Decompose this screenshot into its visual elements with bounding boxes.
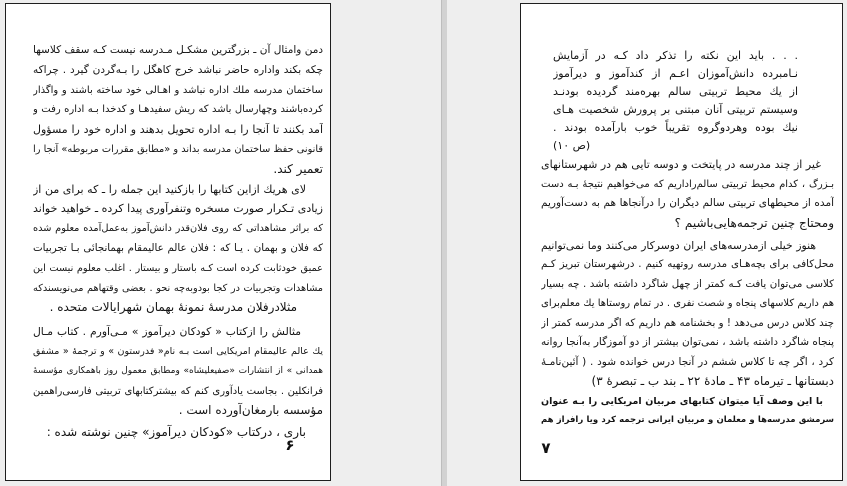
page-text: [541, 155, 834, 431]
text-line: بـزرگ ، کدام محیط تربیتی سالم‌راداریم که می‌خواهیم نتیجهٔ بـه دست: [541, 178, 834, 190]
text-line: مثلادرفلان مدرسهٔ نمونهٔ بهمان شهرایالات متحده .: [49, 300, 297, 315]
text-line: ساختمان مدرسه ملك اداره نباشد و اهـالی خود ساخته باشند و واگذار: [33, 84, 323, 96]
text-line: هنوز خیلی ازمدرسه‌های ایران دوسرکار می‌کنند وما نمی‌توانیم: [541, 238, 816, 252]
quote-line: نـامبرده دانش‌آموزان اعـم از کندآموز و دیرآموز: [553, 67, 798, 80]
text-line: کرد ، اگر چه تا کلاس ششم در آنجا درس خوانده شود . ( آئین‌نامـهٔ: [541, 355, 834, 368]
text-line: مشاهدات وتجربیات در کجا بودوبه‌چه نحو . بعضی وقتهاهم می‌نویسندکه: [33, 282, 323, 294]
text-line: همدانی » از انتشارات «صفیعلیشاه» ومطابق معمول روز باهمکاری مؤسسهٔ: [33, 365, 323, 376]
text-line: ومحتاج چنین ترجمه‌هایی‌باشیم ؟: [674, 215, 834, 230]
quote-line: وسیستم تربیتی آنان مبتنی بر پرورش شخصیت هـای: [553, 103, 798, 116]
quote-line: . . . باید این نکته را تذکر داد کـه در آزمایش: [553, 49, 798, 62]
text-line: آمد بکنند تا آنجا را بـه اداره تحویل بدهند و اداره خود را مسؤول: [33, 123, 323, 137]
text-line: کلاسی می‌توان یافت کـه کمتر از چهل شاگرد داشته باشد . چه بسیار: [541, 277, 834, 290]
text-line: که فلان و بهمان . یـا که : فلان عالم عالیمقام بهمانجائی بـا تجربیات: [33, 241, 323, 254]
text-line: چکه بکند واداره حاضر نباشد خرج کاهگل را بـه‌گردن گیرد . چراکه: [33, 63, 323, 76]
text-line: دبستانها ـ تیرماه ۴۳ ـ مادهٔ ۲۲ ـ بند ب ـ تبصرهٔ ۳): [591, 374, 834, 388]
text-line: کرده‌باشند وچهارسال باشد که ریش سفیدهـا و کدخدا بـه اداره رفت و: [33, 104, 323, 116]
text-line: با این وصف آیا میتوان کتابهای مربیان امریکایی را بـه عنوان: [541, 395, 823, 407]
quote-line: نیك بوده وهردوگروه تقریباً خوب بارآمده بودند .: [553, 121, 798, 134]
text-line: آمده از محیطهای تربیتی سالم دیگران را درآنجاها هم به دست‌آوریم: [541, 197, 834, 209]
page-text: [33, 41, 323, 443]
text-line: پنجاه شاگرد داشته باشد ، نمی‌توان بیشتر از دو آموزگار به‌آنجا روانه: [541, 336, 834, 348]
page-7: [520, 3, 843, 481]
page-number: ۷: [541, 439, 551, 457]
text-line: زیادی تـکرار صورت مسخره وتنفرآوری پیدا کرده ـ خواهید خواند: [33, 202, 323, 216]
text-line: لای هریك ازاین کتابها را بازکنید این جمله را ـ که برای من از: [33, 182, 306, 196]
text-line: مؤسسه بارمغان‌آورده است .: [178, 403, 323, 418]
text-line: چند کلاس درس می‌دهد ! و بخشنامه هم داریم که اگر مدرسه کمتر از: [541, 316, 834, 329]
text-line: مثالش را ازکتاب « کودکان دیرآموز » مـی‌آورم . کتاب مـال: [33, 325, 301, 339]
page-number: ۶: [285, 436, 295, 454]
text-line: غیر از چند مدرسه در پایتخت و دوسه تایی هم در شهرستانهای: [541, 158, 821, 171]
text-line: که براثر مشاهداتی که روی فلان‌قدر دانش‌آموز به‌عمل‌آمده معلوم شده: [33, 223, 323, 235]
text-line: سرمشق مدرسه‌ها و معلمان و مربیان ایرانی ترجمه کرد ویا رافراز هم: [541, 415, 834, 425]
page-6: [5, 3, 331, 481]
text-line: قانونی حفظ ساختمان مدرسه بداند و «مطابق مقررات مربوطه» آنجا را: [33, 143, 323, 155]
quote-citation: (ص ۱۰): [553, 139, 591, 152]
text-line: هم داریم کلاسهای پنجاه و شصت نفری . در تمام روستاها یك معلم‌برای: [541, 298, 834, 309]
text-line: فرانکلین . بجاست یادآوری کنم که بیشترکتابهای تربیتی فارسی‌راهمین: [33, 385, 323, 397]
text-line: تعمیر کند.: [273, 161, 323, 176]
text-line: دمن وامثال آن ـ بزرگترین مشکـل مـدرسه نیست کـه سقف کلاسها: [33, 44, 323, 56]
text-line: باری ، درکتاب «کودکان دیرآموز» چنین نوشته شده :: [46, 425, 306, 440]
quote-line: از یك محیط تربیتی سالم بهره‌مند گردیده بودنـد: [553, 85, 798, 98]
text-line: عمیق خودثابت کرده است کـه باستار و بیستار . اغلب معلوم نیست این: [33, 262, 323, 274]
pane-splitter[interactable]: [441, 0, 447, 486]
block-quote: [553, 47, 798, 155]
text-line: یك عالم عالیمقام امریکایی است بـه نام« فدرستون » و ترجمهٔ « مشفق: [33, 345, 323, 357]
text-line: محل‌کافی برای بچه‌هـای مدرسه روتهیه کنیم . درشهرستان تبریز کـم: [541, 258, 834, 270]
